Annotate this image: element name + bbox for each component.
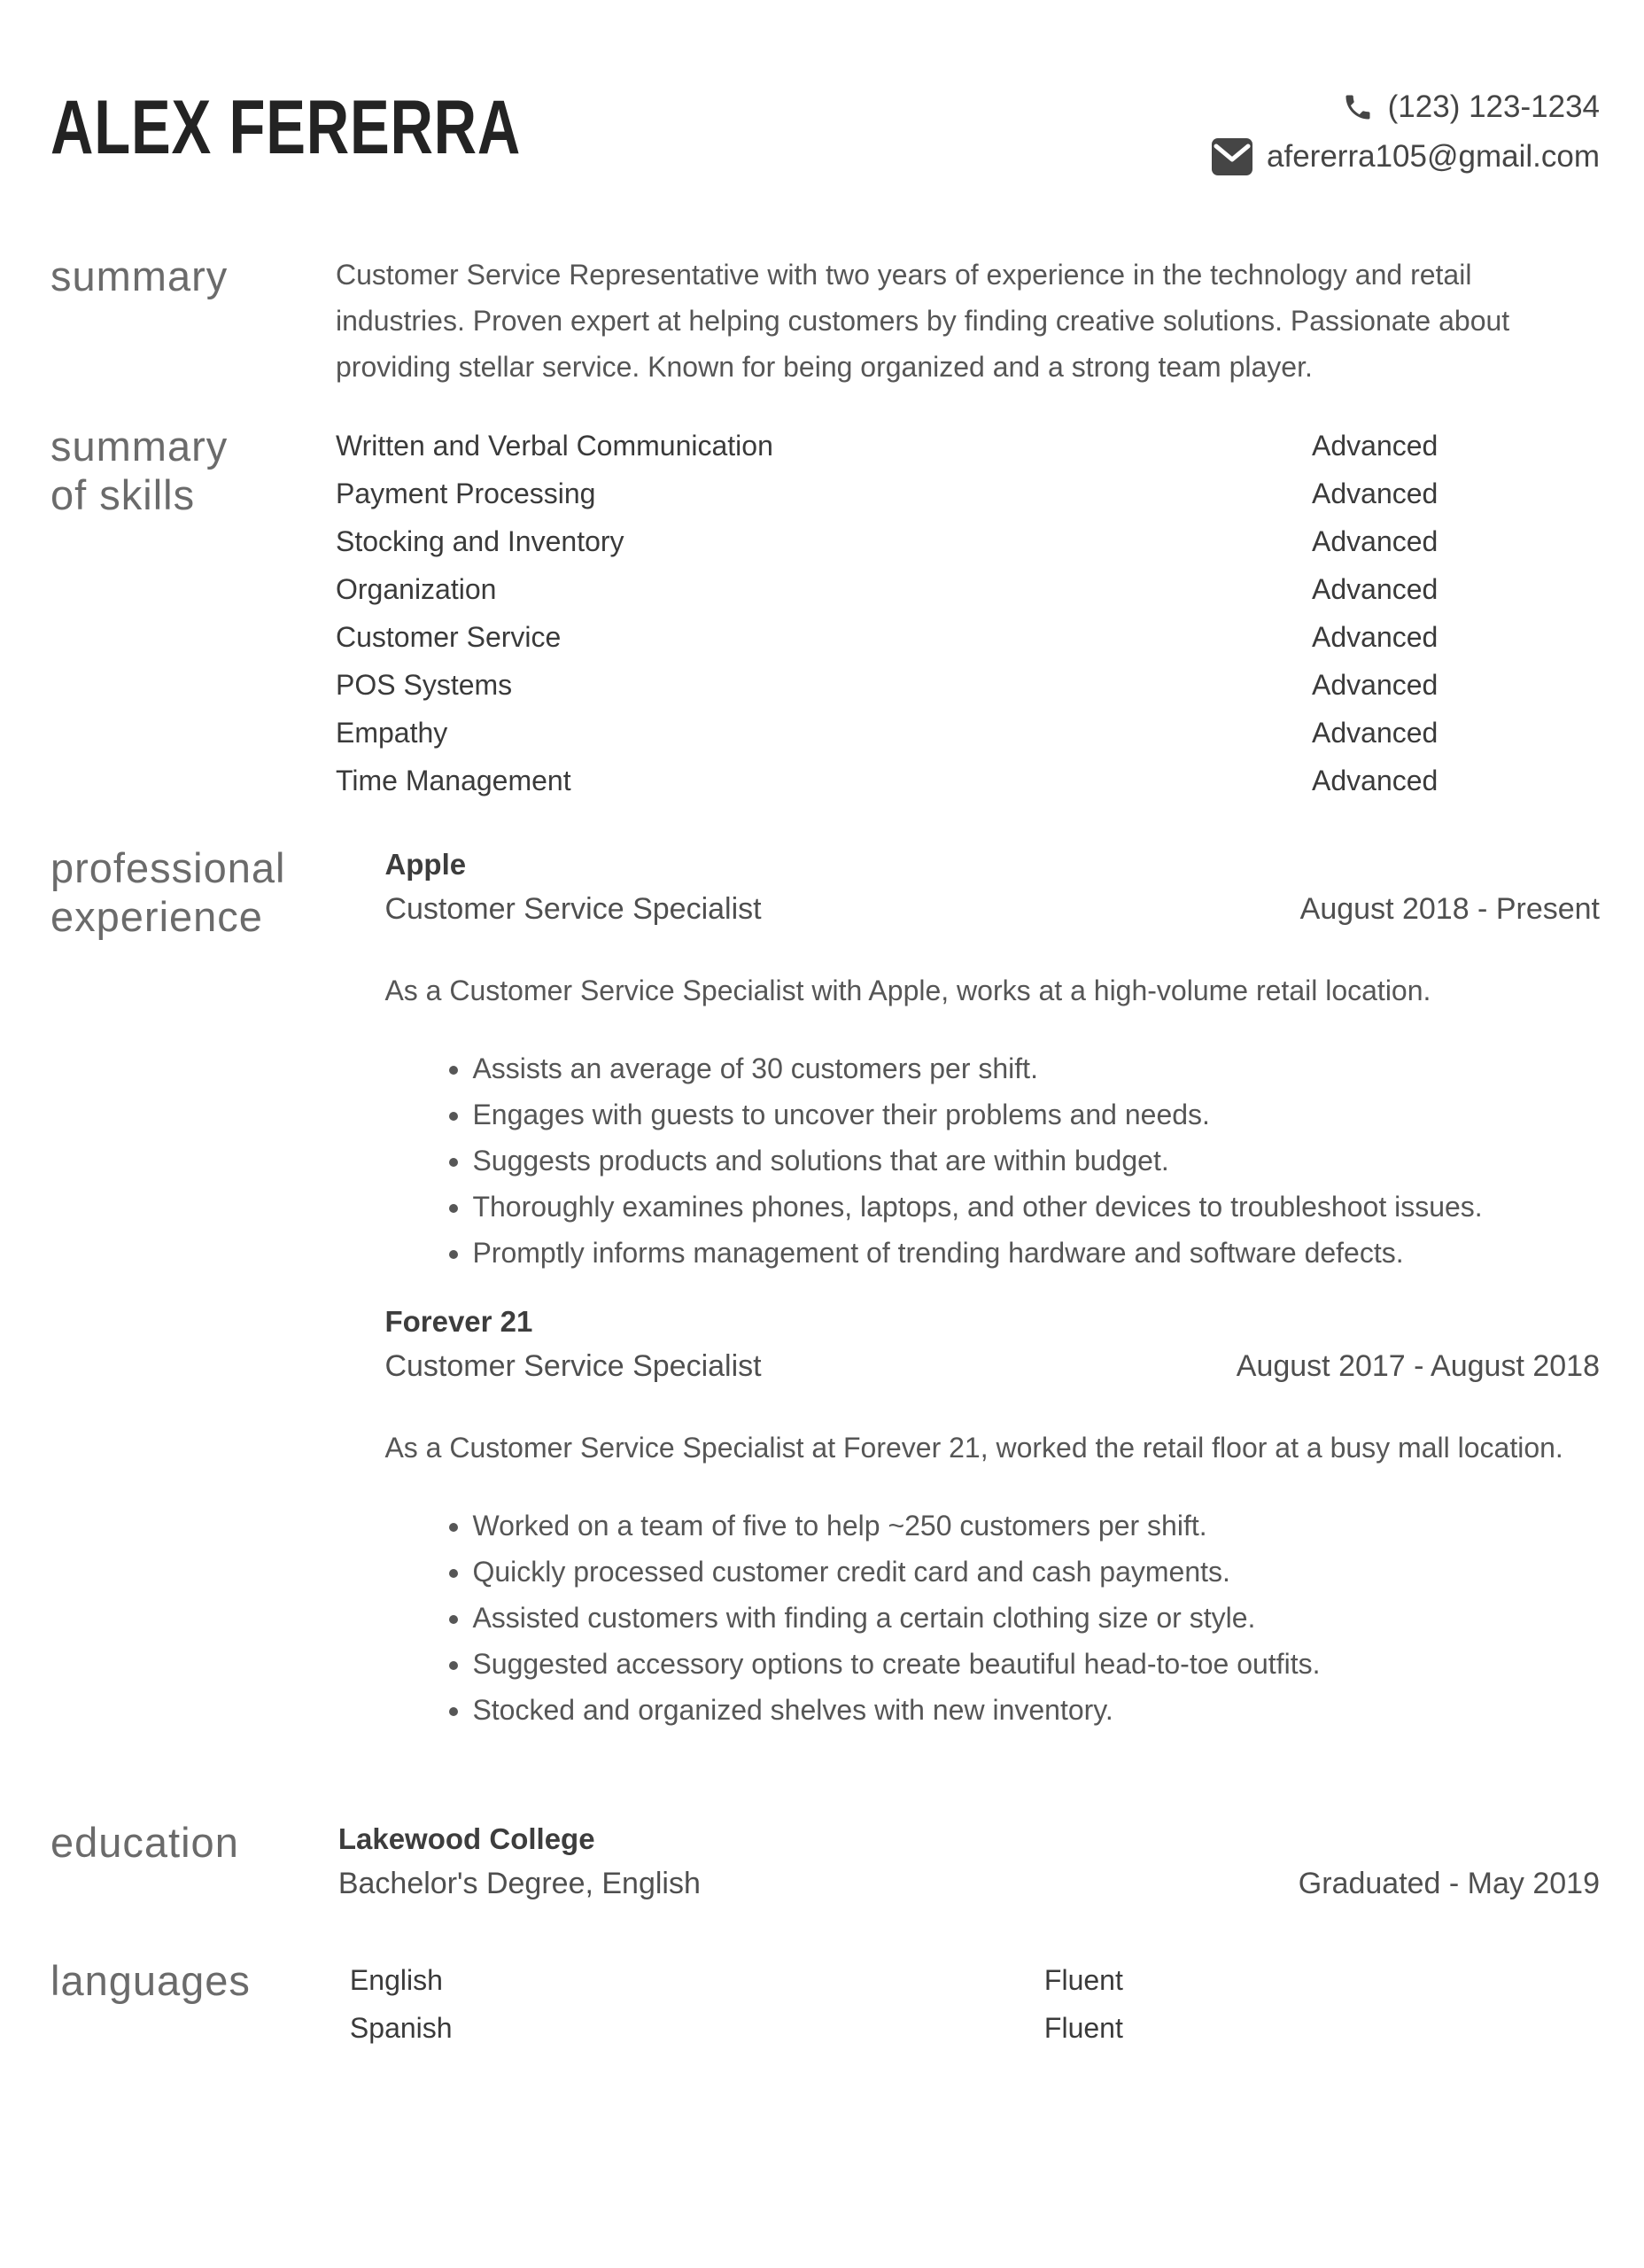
section-label-summary: summary: [50, 252, 229, 299]
skill-row: [336, 422, 1600, 470]
phone-number: (123) 123-1234: [1387, 89, 1600, 124]
job-bullet: • Engages with guests to uncover their problems and needs.: [472, 1091, 1518, 1138]
skill-name: Empathy: [336, 717, 448, 749]
skill-row: [336, 613, 1600, 661]
section-languages: [50, 1956, 1600, 2052]
language-name: Spanish: [349, 2012, 453, 2044]
skill-name: Written and Verbal Communication: [336, 430, 773, 462]
job-title-row: [384, 886, 1600, 932]
skill-level: Advanced: [1312, 669, 1438, 701]
job-bullet: • Thoroughly examines phones, laptops, and other devices to troubleshoot issues.: [472, 1184, 1518, 1230]
job-forever21: [384, 1301, 1600, 1733]
job-bullet: • Assists an average of 30 customers per shift.: [472, 1045, 1518, 1091]
company-name: Apple: [384, 848, 467, 881]
section-label-skills: summary of skills: [50, 423, 229, 518]
language-name: English: [349, 1964, 443, 1996]
section-label-experience: professional experience: [50, 844, 286, 940]
job-apple: [384, 843, 1600, 1276]
language-row: [350, 2004, 1600, 2052]
phone-row: [1342, 87, 1600, 128]
header: [50, 85, 1600, 177]
contact-info: [1212, 85, 1600, 177]
job-description: As a Customer Service Specialist with Apple, works at a high-volume retail location.: [384, 975, 1431, 1006]
job-title: Customer Service Specialist: [384, 1349, 762, 1383]
job-title-row: [384, 1343, 1600, 1389]
degree: Bachelor's Degree, English: [337, 1867, 701, 1900]
section-label-education: education: [50, 1819, 239, 1866]
section-experience: [50, 843, 1600, 1733]
skill-level: Advanced: [1312, 430, 1438, 462]
skill-name: Stocking and Inventory: [336, 525, 624, 557]
skill-name: Organization: [336, 573, 497, 605]
skill-level: Advanced: [1312, 525, 1438, 557]
skill-row: [336, 709, 1600, 757]
phone-icon: [1342, 91, 1374, 123]
skills-list: [336, 422, 1600, 804]
skill-level: Advanced: [1312, 478, 1438, 509]
job-bullet-list: [384, 1503, 1518, 1733]
skill-name: Payment Processing: [336, 478, 596, 509]
skill-level: Advanced: [1312, 621, 1438, 653]
skill-row: [336, 661, 1600, 709]
section-label-languages: languages: [50, 1957, 251, 2004]
job-bullet: • Suggested accessory options to create beautiful head-to-toe outfits.: [472, 1641, 1518, 1687]
job-bullet: • Suggests products and solutions that are within budget.: [472, 1138, 1518, 1184]
language-level: Fluent: [1043, 2012, 1123, 2044]
education-content: [338, 1818, 1600, 1907]
company-name: Forever 21: [384, 1305, 533, 1338]
section-summary: [50, 252, 1600, 390]
skill-level: Advanced: [1312, 573, 1438, 605]
skill-row: [336, 517, 1600, 565]
graduation-date: Graduated - May 2019: [1298, 1867, 1600, 1900]
job-bullet-list: [384, 1045, 1518, 1276]
skill-level: Advanced: [1312, 717, 1438, 749]
section-skills: [50, 422, 1600, 804]
skill-level: Advanced: [1312, 765, 1438, 796]
email-icon: [1212, 138, 1252, 175]
skill-row: [336, 565, 1600, 613]
email-row: [1212, 136, 1600, 177]
section-education: [50, 1818, 1600, 1907]
job-bullet: • Quickly processed customer credit card and cash payments.: [472, 1549, 1518, 1595]
experience-content: [384, 843, 1600, 1733]
skill-name: Time Management: [336, 765, 571, 796]
job-description: As a Customer Service Specialist at Forever 21, worked the retail floor at a busy mall location.: [384, 1432, 1563, 1464]
job-bullet: • Assisted customers with finding a certain clothing size or style.: [472, 1595, 1518, 1641]
candidate-name: ALEX FERERRA: [50, 85, 522, 170]
job-bullet: • Promptly informs management of trending hardware and software defects.: [472, 1230, 1518, 1276]
summary-content: [336, 252, 1600, 390]
language-level: Fluent: [1043, 1964, 1123, 1996]
skill-row: [336, 470, 1600, 517]
summary-text: Customer Service Representative with two years of experience in the technology and retail industries. Proven expert at helping customers by finding creative solutions. Passionate about providing stellar service. Known for being organized and a strong team player.: [336, 259, 1510, 383]
degree-row: [338, 1860, 1600, 1907]
skill-name: POS Systems: [336, 669, 513, 701]
languages-list: [350, 1956, 1600, 2052]
job-dates: August 2018 - Present: [1299, 892, 1600, 926]
school-name: Lakewood College: [337, 1822, 595, 1855]
job-title: Customer Service Specialist: [384, 892, 762, 926]
job-bullet: • Worked on a team of five to help ~250 customers per shift.: [472, 1503, 1518, 1549]
skill-row: [336, 757, 1600, 804]
job-dates: August 2017 - August 2018: [1236, 1349, 1600, 1383]
language-row: [350, 1956, 1600, 2004]
email-address: afererra105@gmail.com: [1267, 139, 1600, 174]
job-bullet: • Stocked and organized shelves with new inventory.: [472, 1687, 1518, 1733]
skill-name: Customer Service: [336, 621, 562, 653]
